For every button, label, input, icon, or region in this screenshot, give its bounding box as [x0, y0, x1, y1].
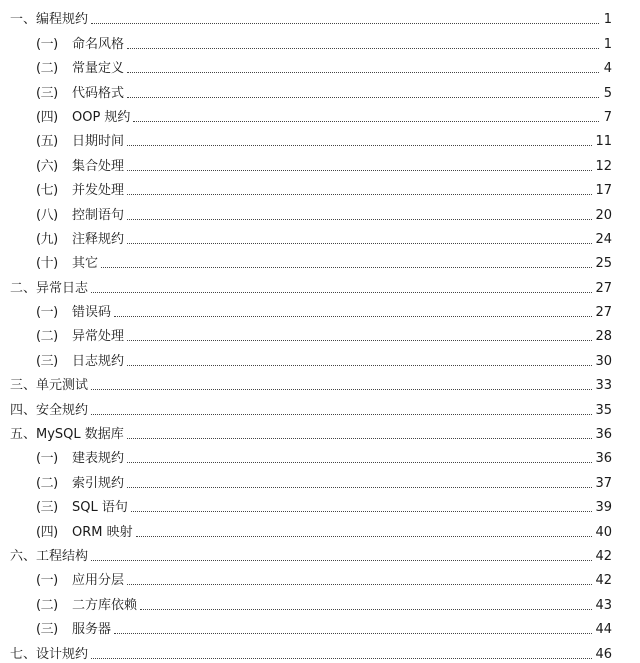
toc-entry-number: (六) — [36, 158, 58, 174]
dot-leader — [127, 461, 592, 463]
toc-entry-page-number: 27 — [595, 305, 612, 321]
toc-entry-number: (三) — [36, 622, 58, 638]
toc-subsection-entry[interactable] — [0, 321, 640, 345]
toc-section-entry[interactable] — [0, 638, 640, 662]
toc-entry-number: (五) — [36, 134, 58, 150]
toc-entry-number: (一) — [36, 451, 58, 467]
toc-entry-number: 四、 — [10, 402, 37, 418]
toc-entry-title: 编程规约 — [36, 12, 89, 28]
toc-entry-page-number: 28 — [595, 329, 612, 345]
toc-entry-page-number: 37 — [595, 475, 612, 491]
toc-subsection-entry[interactable] — [0, 77, 640, 101]
toc-subsection-entry[interactable] — [0, 614, 640, 638]
toc-entry-title: 代码格式 — [72, 85, 125, 101]
toc-entry-title: 并发处理 — [72, 183, 125, 199]
toc-entry-number: (二) — [36, 475, 58, 491]
toc-entry-number: (七) — [36, 183, 58, 199]
toc-subsection-entry[interactable] — [0, 248, 640, 272]
toc-entry-page-number: 7 — [603, 109, 612, 125]
toc-entry-title: 常量定义 — [72, 61, 125, 77]
toc-entry-page-number: 27 — [595, 280, 612, 296]
toc-entry-title: ORM 映射 — [72, 524, 133, 540]
toc-entry-number: (三) — [36, 85, 58, 101]
toc-entry-page-number: 11 — [595, 134, 612, 150]
toc-subsection-entry[interactable] — [0, 102, 640, 126]
toc-entry-number: (三) — [36, 500, 58, 516]
toc-entry-title: 应用分层 — [72, 573, 125, 589]
dot-leader — [91, 22, 599, 24]
toc-entry-number: (四) — [36, 524, 58, 540]
toc-entry-title: 建表规约 — [72, 451, 125, 467]
toc-entry-title: OOP 规约 — [72, 109, 131, 125]
dot-leader — [91, 413, 592, 415]
dot-leader — [127, 486, 592, 488]
toc-subsection-entry[interactable] — [0, 345, 640, 369]
dot-leader — [127, 71, 599, 73]
toc-subsection-entry[interactable] — [0, 492, 640, 516]
toc-subsection-entry[interactable] — [0, 175, 640, 199]
toc-section-entry[interactable] — [0, 4, 640, 28]
toc-entry-number: (一) — [36, 305, 58, 321]
dot-leader — [127, 47, 599, 49]
toc-entry-title: 集合处理 — [72, 158, 125, 174]
toc-entry-title: 日期时间 — [72, 134, 125, 150]
toc-entry-title: 注释规约 — [72, 231, 125, 247]
toc-entry-number: (四) — [36, 109, 58, 125]
dot-leader — [131, 510, 593, 512]
dot-leader — [127, 96, 599, 98]
dot-leader — [127, 583, 592, 585]
toc-entry-title: 设计规约 — [36, 646, 89, 662]
toc-entry-page-number: 42 — [595, 573, 612, 589]
dot-leader — [127, 144, 592, 146]
toc-section-entry[interactable] — [0, 272, 640, 296]
dot-leader — [114, 315, 592, 317]
toc-entry-title: 日志规约 — [72, 353, 125, 369]
dot-leader — [91, 657, 592, 659]
toc-entry-number: (一) — [36, 573, 58, 589]
toc-subsection-entry[interactable] — [0, 224, 640, 248]
toc-entry-title: 单元测试 — [36, 378, 89, 394]
toc-subsection-entry[interactable] — [0, 297, 640, 321]
dot-leader — [136, 535, 593, 537]
toc-entry-title: 异常日志 — [36, 280, 89, 296]
toc-entry-page-number: 30 — [595, 353, 612, 369]
toc-entry-number: (一) — [36, 36, 58, 52]
toc-entry-number: (二) — [36, 597, 58, 613]
toc-entry-title: 命名风格 — [72, 36, 125, 52]
toc-subsection-entry[interactable] — [0, 150, 640, 174]
toc-entry-page-number: 33 — [595, 378, 612, 394]
toc-entry-page-number: 20 — [595, 207, 612, 223]
toc-entry-page-number: 43 — [595, 597, 612, 613]
toc-subsection-entry[interactable] — [0, 199, 640, 223]
toc-entry-page-number: 42 — [595, 548, 612, 564]
toc-entry-number: 二、 — [10, 280, 37, 296]
toc-entry-page-number: 25 — [595, 256, 612, 272]
toc-entry-number: (十) — [36, 256, 58, 272]
dot-leader — [101, 266, 592, 268]
toc-entry-page-number: 1 — [603, 12, 612, 28]
toc-entry-page-number: 24 — [595, 231, 612, 247]
toc-subsection-entry[interactable] — [0, 467, 640, 491]
dot-leader — [133, 120, 599, 122]
dot-leader — [91, 388, 592, 390]
toc-entry-title: 异常处理 — [72, 329, 125, 345]
toc-entry-title: 控制语句 — [72, 207, 125, 223]
toc-entry-title: 错误码 — [72, 305, 112, 321]
dot-leader — [127, 193, 592, 195]
dot-leader — [127, 437, 593, 439]
toc-subsection-entry[interactable] — [0, 516, 640, 540]
toc-entry-page-number: 35 — [595, 402, 612, 418]
toc-entry-number: (九) — [36, 231, 58, 247]
toc-entry-page-number: 1 — [603, 36, 612, 52]
dot-leader — [127, 339, 592, 341]
toc-section-entry[interactable] — [0, 394, 640, 418]
toc-entry-page-number: 5 — [603, 85, 612, 101]
dot-leader — [127, 242, 592, 244]
toc-entry-page-number: 39 — [595, 500, 612, 516]
toc-subsection-entry[interactable] — [0, 443, 640, 467]
toc-entry-number: 六、 — [10, 548, 37, 564]
dot-leader — [127, 218, 592, 220]
toc-entry-title: 服务器 — [72, 622, 112, 638]
toc-entry-number: (二) — [36, 61, 58, 77]
dot-leader — [114, 632, 592, 634]
toc-entry-title: 安全规约 — [36, 402, 89, 418]
toc-entry-page-number: 46 — [595, 646, 612, 662]
toc-entry-title: 索引规约 — [72, 475, 125, 491]
toc-entry-number: (八) — [36, 207, 58, 223]
toc-entry-number: 三、 — [10, 378, 37, 394]
toc-entry-page-number: 40 — [595, 524, 612, 540]
toc-entry-number: 七、 — [10, 646, 37, 662]
toc-entry-number: 五、 — [10, 427, 37, 443]
toc-subsection-entry[interactable] — [0, 53, 640, 77]
toc-entry-page-number: 36 — [595, 451, 612, 467]
toc-section-entry[interactable] — [0, 370, 640, 394]
toc-entry-title: 二方库依赖 — [72, 597, 138, 613]
toc-entry-page-number: 4 — [603, 61, 612, 77]
toc-subsection-entry[interactable] — [0, 589, 640, 613]
toc-entry-number: (三) — [36, 353, 58, 369]
toc-entry-page-number: 12 — [595, 158, 612, 174]
toc-subsection-entry[interactable] — [0, 28, 640, 52]
toc-entry-page-number: 17 — [595, 183, 612, 199]
toc-section-entry[interactable] — [0, 419, 640, 443]
toc-entry-number: (二) — [36, 329, 58, 345]
toc-entry-page-number: 36 — [595, 427, 612, 443]
toc-entry-title: MySQL 数据库 — [36, 427, 124, 443]
toc-section-entry[interactable] — [0, 541, 640, 565]
toc-entry-page-number: 44 — [595, 622, 612, 638]
dot-leader — [91, 559, 592, 561]
toc-subsection-entry[interactable] — [0, 565, 640, 589]
toc-entry-title: SQL 语句 — [72, 500, 128, 516]
toc-entry-title: 工程结构 — [36, 548, 89, 564]
toc-entry-number: 一、 — [10, 12, 37, 28]
toc-entry-title: 其它 — [72, 256, 99, 272]
dot-leader — [127, 169, 592, 171]
dot-leader — [127, 364, 592, 366]
toc-subsection-entry[interactable] — [0, 126, 640, 150]
dot-leader — [91, 291, 592, 293]
dot-leader — [140, 608, 592, 610]
